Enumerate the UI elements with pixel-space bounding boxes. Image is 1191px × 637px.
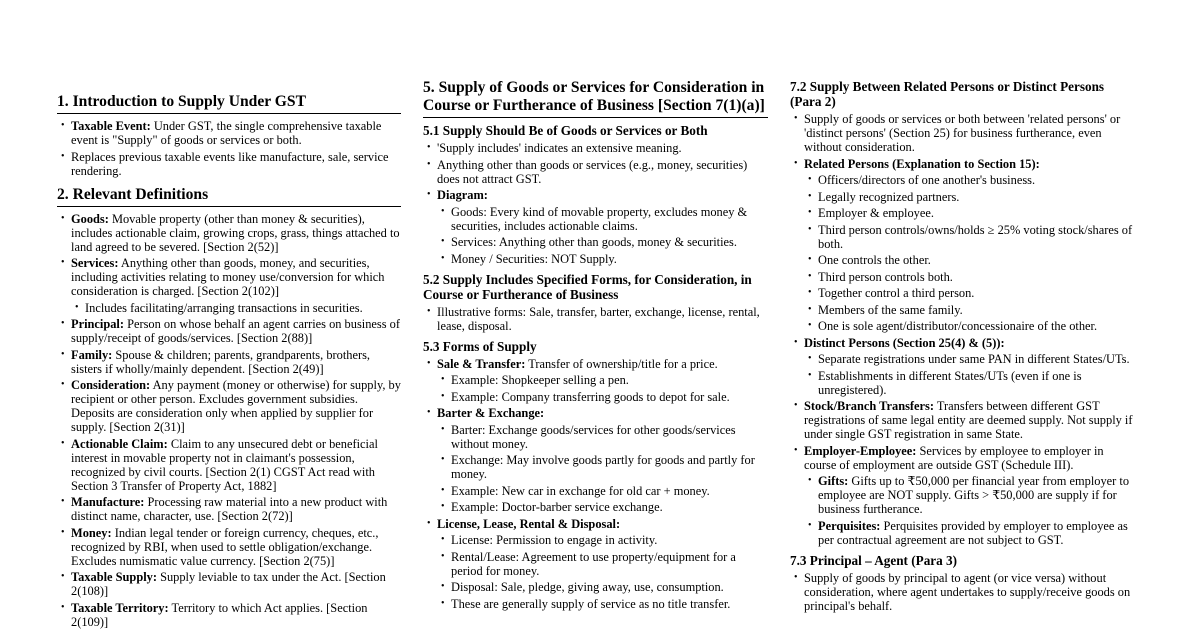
item-text: Anything other than goods or services (e.g., money, securities) does not attract GST. [437,157,748,186]
term-label: Principal: [71,317,124,331]
sub-list [71,301,401,315]
sub-list-item: • Separate registrations under same PAN in different States/UTs. [804,352,1134,366]
item-text: Gifts up to ₹50,000 per financial year from employer to employee are NOT supply. Gifts > ₹50,000 are supply if for business furtherance. [818,474,1130,516]
sub-list-item: • Example: Doctor-barber service exchange. [437,500,768,514]
list-item [423,305,768,333]
list-item [423,141,768,155]
list-item [57,570,401,598]
sub-list [804,352,1134,397]
list-item [790,571,1134,613]
item-text: Movable property (other than money & securities), includes actionable claim, growing crops, grass, things attached to land agreed to be severed. [Section 2(52)] [71,211,400,254]
sub-list-item: • One controls the other. [804,253,1134,267]
sub-list-item: • Third person controls/owns/holds ≥ 25% voting stock/shares of both. [804,223,1134,251]
sub-list-item: • Disposal: Sale, pledge, giving away, use, consumption. [437,580,768,594]
subsection-heading: 5.2 Supply Includes Specified Forms, for Consideration, in Course or Furtherance of Business [423,271,752,302]
item-text: Person on whose behalf an agent carries on business of supply/receipt of goods/services. [Section 2(88)] [71,317,400,345]
bullet-list [423,141,768,266]
item-text: Supply of goods by principal to agent (or vice versa) without consideration, where agent undertakes to supply/receive goods on principal's behalf. [804,570,1131,613]
list-item [57,212,401,254]
bullet-list [57,212,401,629]
list-item [423,188,768,266]
list-item [790,336,1134,397]
sub-list-item: • Exchange: May involve goods partly for goods and partly for money. [437,453,768,481]
item-text: Transfers between different GST registrations of same legal entity are deemed supply. Not supply if under single GST registration in same State. [804,399,1133,441]
section-heading: 2. Relevant Definitions [57,186,401,207]
bullet-list [790,571,1134,613]
sub-list-item: • One is sole agent/distributor/concessionaire of the other. [804,319,1134,333]
item-text: Territory to which Act applies. [Section 2(109)] [71,600,368,629]
list-item [57,526,401,568]
term-label: Diagram: [437,188,488,202]
term-label: Gifts: [818,474,849,488]
term-label: Taxable Territory: [71,600,169,615]
list-item [423,158,768,186]
sub-list [437,205,768,266]
sub-list [804,173,1134,333]
list-item [57,150,401,178]
sub-list-item [804,519,1134,547]
sub-list-item: • Example: New car in exchange for old car + money. [437,484,768,498]
item-text: Indian legal tender or foreign currency, cheques, etc., recognized by RBI, when used to settle obligation/exchange. Excludes numismatic value currency. [Section 2(75)] [71,525,379,568]
list-item [57,348,401,376]
term-label: Employer-Employee: [804,443,917,458]
item-text: Supply of goods or services or both between 'related persons' or 'distinct persons' (Section 25) for business furtherance, even without consideration. [804,112,1121,154]
term-label: Barter & Exchange: [437,406,545,420]
list-item [790,399,1134,441]
section-heading: 5. Supply of Goods or Services for Consideration in Course or Furtherance of Business [Section 7(1)(a)] [423,79,768,118]
subsection-heading: 5.3 Forms of Supply [423,338,537,354]
sub-list-item: • Barter: Exchange goods/services for other goods/services without money. [437,423,768,451]
term-label: Taxable Supply: [71,570,157,584]
column-1 [57,93,401,637]
term-label: Related Persons (Explanation to Section 15): [804,156,1040,171]
item-text: Spouse & children; parents, grandparents, brothers, sisters if wholly/mainly dependent. [Section 2(49)] [71,347,371,376]
list-item [57,256,401,315]
section-introduction [57,93,401,178]
sub-list-item: • These are generally supply of service as no title transfer. [437,597,768,611]
sub-list-item: • Goods: Every kind of movable property, excludes money & securities, includes actionable claims. [437,205,768,233]
column-2 [423,79,768,613]
sub-list-item: • Members of the same family. [804,303,1134,317]
term-label: Services: [71,256,119,270]
sub-list [437,533,768,611]
bullet-list [423,305,768,333]
sub-list-item: • Services: Anything other than goods, money & securities. [437,235,768,249]
section-heading: 1. Introduction to Supply Under GST [57,93,401,114]
sub-list-item: • Third person controls both. [804,270,1134,284]
term-label: Money: [71,525,112,540]
item-text: Perquisites provided by employer to employee as per contractual agreement are not subject to GST. [818,518,1128,547]
list-item [423,517,768,611]
column-3 [790,79,1134,615]
list-item [790,157,1134,334]
term-label: Sale & Transfer: [437,356,526,371]
list-item [57,378,401,434]
item-text: Illustrative forms: Sale, transfer, barter, exchange, license, rental, lease, disposal. [437,304,760,333]
subsection-heading: 5.1 Supply Should Be of Goods or Services or Both [423,123,708,138]
list-item [57,601,401,629]
list-item [57,317,401,345]
item-text: Supply leviable to tax under the Act. [Section 2(108)] [71,570,386,598]
bullet-list [423,357,768,611]
item-text: Under GST, the single comprehensive taxable event is "Supply" of goods or services or both. [71,119,382,147]
item-text: Claim to any unsecured debt or beneficial interest in movable property not in claimant's possession, recognized by civil courts. [Section 2(1) CGST Act read with Section 3 Transfer of Property Act, 1882] [71,436,378,493]
sub-list-item: • Money / Securities: NOT Supply. [437,252,768,266]
list-item [57,437,401,493]
sub-list-item: • Together control a third person. [804,286,1134,300]
item-text: Anything other than goods, money, and securities, including activities relating to money use/conversion for which consideration is charged. [Section 2(102)] [71,256,385,298]
subsection-heading: 7.2 Supply Between Related Persons or Distinct Persons (Para 2) [790,79,1105,109]
sub-list-item [804,474,1134,516]
sub-list [437,423,768,515]
item-text: Replaces previous taxable events like manufacture, sale, service rendering. [71,149,389,178]
list-item [57,495,401,523]
sub-list-item: • Officers/directors of one another's business. [804,173,1134,187]
term-label: Goods: [71,211,109,226]
term-label: Perquisites: [818,518,881,533]
section-definitions [57,186,401,629]
sub-list-item: • Includes facilitating/arranging transactions in securities. [71,301,401,315]
term-label: License, Lease, Rental & Disposal: [437,516,621,531]
item-text: Processing raw material into a new product with distinct name, character, use. [Section 2(72)] [71,495,388,523]
sub-list-item: • Establishments in different States/UTs (even if one is unregistered). [804,369,1134,397]
sub-list [804,474,1134,547]
list-item [790,444,1134,547]
list-item [57,119,401,147]
sub-list-item: • Rental/Lease: Agreement to use property/equipment for a period for money. [437,550,768,578]
sub-list-item: • Example: Shopkeeper selling a pen. [437,373,768,387]
item-text: Transfer of ownership/title for a price. [525,356,718,371]
term-label: Consideration: [71,378,151,392]
term-label: Stock/Branch Transfers: [804,399,934,413]
item-text: Services by employee to employer in course of employment are outside GST (Schedule III). [804,443,1104,472]
term-label: Taxable Event: [71,119,151,133]
list-item [423,406,768,514]
sub-list-item: • Legally recognized partners. [804,190,1134,204]
subsection-heading: 7.3 Principal – Agent (Para 3) [790,552,958,568]
sub-list-item: • Employer & employee. [804,206,1134,220]
list-item [423,357,768,404]
sub-list-item: • Example: Company transferring goods to depot for sale. [437,390,768,404]
sub-list [437,373,768,404]
list-item [790,112,1134,154]
term-label: Manufacture: [71,495,145,509]
item-text: Any payment (money or otherwise) for supply, by recipient or other person. Excludes government subsidies. Deposits are consideration only when applied by supplier for supply. [Section 2(31)] [71,378,401,434]
bullet-list [57,119,401,178]
term-label: Distinct Persons (Section 25(4) & (5)): [804,335,1005,350]
sub-list-item: • License: Permission to engage in activity. [437,533,768,547]
bullet-list [790,112,1134,547]
term-label: Actionable Claim: [71,436,168,451]
term-label: Family: [71,347,113,362]
item-text: 'Supply includes' indicates an extensive meaning. [437,141,682,155]
